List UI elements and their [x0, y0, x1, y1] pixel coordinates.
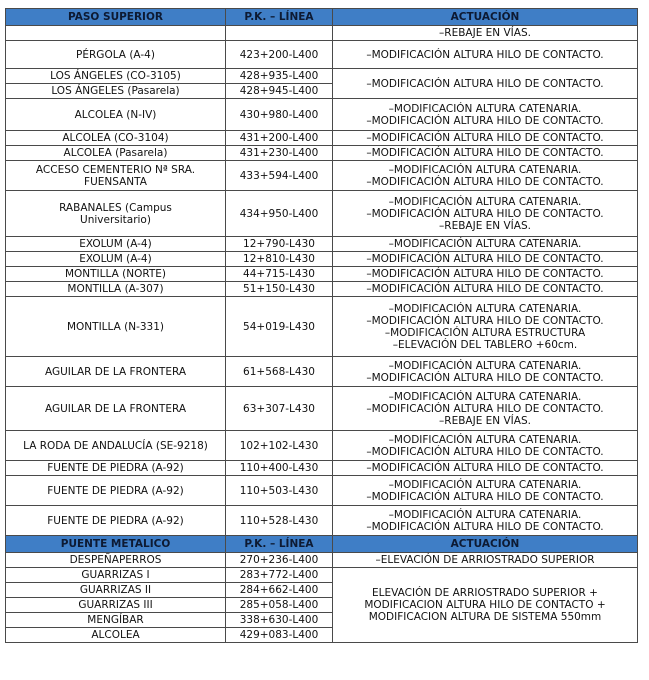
row-action: –MODIFICACIÓN ALTURA HILO DE CONTACTO.	[333, 131, 638, 146]
row-pk: 338+630-L400	[226, 613, 333, 628]
table-row	[6, 252, 638, 267]
row-action: –MODIFICACIÓN ALTURA HILO DE CONTACTO.	[333, 69, 638, 99]
row-action: –MODIFICACIÓN ALTURA CATENARIA. –MODIFICACIÓN ALTURA HILO DE CONTACTO.	[333, 357, 638, 387]
row-name: MONTILLA (NORTE)	[6, 267, 226, 282]
table-row	[6, 506, 638, 536]
row-name: FUENTE DE PIEDRA (A-92)	[6, 461, 226, 476]
row-pk: 102+102-L430	[226, 431, 333, 461]
row-action: –MODIFICACIÓN ALTURA CATENARIA. –MODIFICACIÓN ALTURA HILO DE CONTACTO. –MODIFICACIÓN ALTURA ESTRUCTURA –ELEVACIÓN DEL TABLERO +60cm.	[333, 297, 638, 357]
row-action: –MODIFICACIÓN ALTURA HILO DE CONTACTO.	[333, 267, 638, 282]
row-name	[6, 26, 226, 41]
row-pk: 284+662-L400	[226, 583, 333, 598]
row-action: –MODIFICACIÓN ALTURA HILO DE CONTACTO.	[333, 461, 638, 476]
row-action: –MODIFICACIÓN ALTURA CATENARIA. –MODIFICACIÓN ALTURA HILO DE CONTACTO.	[333, 506, 638, 536]
row-name: ALCOLEA (CO-3104)	[6, 131, 226, 146]
row-action: ELEVACIÓN DE ARRIOSTRADO SUPERIOR + MODIFICACION ALTURA HILO DE CONTACTO + MODIFICACION ALTURA DE SISTEMA 550mm	[333, 568, 638, 643]
table-row	[6, 267, 638, 282]
table-row	[6, 297, 638, 357]
table-row	[6, 69, 638, 84]
table-row	[6, 282, 638, 297]
row-pk: 110+528-L430	[226, 506, 333, 536]
row-action: –ELEVACIÓN DE ARRIOSTRADO SUPERIOR	[333, 553, 638, 568]
row-name: DESPEÑAPERROS	[6, 553, 226, 568]
row-pk: 44+715-L430	[226, 267, 333, 282]
paso-superior-header	[6, 9, 638, 26]
row-name: ALCOLEA	[6, 628, 226, 643]
row-pk: 429+083-L400	[226, 628, 333, 643]
row-name: ACCESO CEMENTERIO Nª SRA. FUENSANTA	[6, 161, 226, 191]
row-name: AGUILAR DE LA FRONTERA	[6, 387, 226, 431]
table-row	[6, 553, 638, 568]
row-name: ALCOLEA (N-IV)	[6, 99, 226, 131]
row-action: –MODIFICACIÓN ALTURA CATENARIA. –MODIFICACIÓN ALTURA HILO DE CONTACTO. –REBAJE EN VÍAS.	[333, 191, 638, 237]
row-action: –MODIFICACIÓN ALTURA CATENARIA.	[333, 237, 638, 252]
row-name: FUENTE DE PIEDRA (A-92)	[6, 506, 226, 536]
row-name: ALCOLEA (Pasarela)	[6, 146, 226, 161]
row-pk: 283+772-L400	[226, 568, 333, 583]
row-action: –MODIFICACIÓN ALTURA CATENARIA. –MODIFICACIÓN ALTURA HILO DE CONTACTO.	[333, 99, 638, 131]
col-header-pk: P.K. – LÍNEA	[226, 536, 333, 553]
row-pk: 430+980-L400	[226, 99, 333, 131]
row-name: LOS ÁNGELES (Pasarela)	[6, 84, 226, 99]
row-pk: 54+019-L430	[226, 297, 333, 357]
row-action: –MODIFICACIÓN ALTURA CATENARIA. –MODIFICACIÓN ALTURA HILO DE CONTACTO.	[333, 161, 638, 191]
row-name: PÉRGOLA (A-4)	[6, 41, 226, 69]
row-name: FUENTE DE PIEDRA (A-92)	[6, 476, 226, 506]
row-pk: 51+150-L430	[226, 282, 333, 297]
row-name: LOS ÁNGELES (CO-3105)	[6, 69, 226, 84]
table-row	[6, 476, 638, 506]
row-pk: 270+236-L400	[226, 553, 333, 568]
row-pk: 433+594-L400	[226, 161, 333, 191]
row-name: LA RODA DE ANDALUCÍA (SE-9218)	[6, 431, 226, 461]
row-name: EXOLUM (A-4)	[6, 252, 226, 267]
row-pk: 110+503-L430	[226, 476, 333, 506]
row-pk: 63+307-L430	[226, 387, 333, 431]
row-pk: 285+058-L400	[226, 598, 333, 613]
row-action: –MODIFICACIÓN ALTURA CATENARIA. –MODIFICACIÓN ALTURA HILO DE CONTACTO.	[333, 431, 638, 461]
table-row	[6, 26, 638, 41]
puente-metalico-header	[6, 536, 638, 553]
row-action: –MODIFICACIÓN ALTURA HILO DE CONTACTO.	[333, 252, 638, 267]
row-pk: 434+950-L400	[226, 191, 333, 237]
row-name: EXOLUM (A-4)	[6, 237, 226, 252]
row-name: MONTILLA (A-307)	[6, 282, 226, 297]
table-row	[6, 146, 638, 161]
table-row	[6, 357, 638, 387]
row-action: –MODIFICACIÓN ALTURA HILO DE CONTACTO.	[333, 282, 638, 297]
row-pk: 428+935-L400	[226, 69, 333, 84]
table-row	[6, 461, 638, 476]
row-pk: 12+810-L430	[226, 252, 333, 267]
row-name: MENGÍBAR	[6, 613, 226, 628]
row-action: –MODIFICACIÓN ALTURA CATENARIA. –MODIFICACIÓN ALTURA HILO DE CONTACTO.	[333, 476, 638, 506]
col-header-pk: P.K. – LÍNEA	[226, 9, 333, 26]
table-row	[6, 237, 638, 252]
row-pk: 12+790-L430	[226, 237, 333, 252]
row-pk: 431+230-L400	[226, 146, 333, 161]
row-action: –MODIFICACIÓN ALTURA HILO DE CONTACTO.	[333, 146, 638, 161]
col-header-puente: PUENTE METALICO	[6, 536, 226, 553]
col-header-paso: PASO SUPERIOR	[6, 9, 226, 26]
table-row	[6, 41, 638, 69]
row-name: GUARRIZAS III	[6, 598, 226, 613]
row-name: MONTILLA (N-331)	[6, 297, 226, 357]
col-header-actuacion: ACTUACIÓN	[333, 9, 638, 26]
table-row	[6, 161, 638, 191]
table-row	[6, 99, 638, 131]
row-name: GUARRIZAS I	[6, 568, 226, 583]
table-row	[6, 131, 638, 146]
row-pk: 431+200-L400	[226, 131, 333, 146]
table-row	[6, 387, 638, 431]
table-row	[6, 431, 638, 461]
actuaciones-table	[5, 8, 638, 643]
row-name: RABANALES (Campus Universitario)	[6, 191, 226, 237]
row-action: –REBAJE EN VÍAS.	[333, 26, 638, 41]
row-pk	[226, 26, 333, 41]
row-name: GUARRIZAS II	[6, 583, 226, 598]
row-pk: 61+568-L430	[226, 357, 333, 387]
table-row	[6, 568, 638, 583]
row-action: –MODIFICACIÓN ALTURA HILO DE CONTACTO.	[333, 41, 638, 69]
col-header-actuacion: ACTUACIÓN	[333, 536, 638, 553]
row-name: AGUILAR DE LA FRONTERA	[6, 357, 226, 387]
row-action: –MODIFICACIÓN ALTURA CATENARIA. –MODIFICACIÓN ALTURA HILO DE CONTACTO. –REBAJE EN VÍAS.	[333, 387, 638, 431]
row-pk: 423+200-L400	[226, 41, 333, 69]
row-pk: 110+400-L430	[226, 461, 333, 476]
table-row	[6, 191, 638, 237]
row-pk: 428+945-L400	[226, 84, 333, 99]
